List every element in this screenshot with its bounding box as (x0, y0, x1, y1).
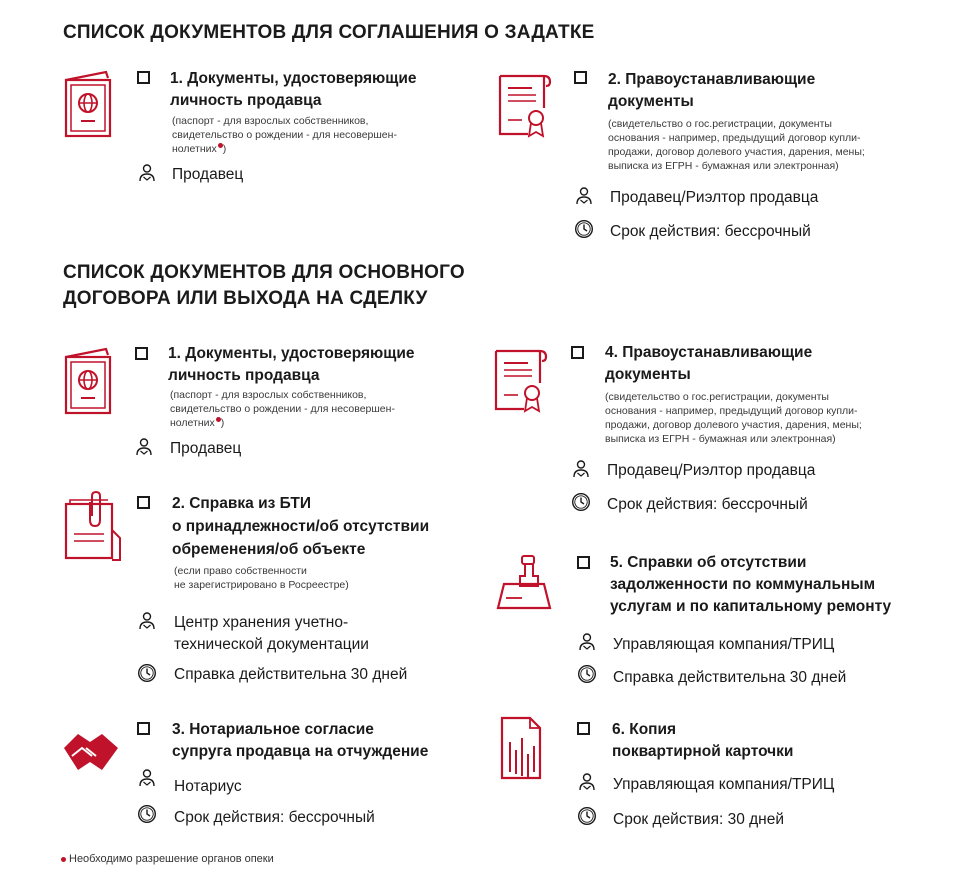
main-doc5-title-line1: 5. Справки об отсутствии (610, 554, 807, 571)
footnote-text: Необходимо разрешение органов опеки (69, 853, 274, 865)
deposit-doc1-note-close: ) (222, 143, 227, 155)
clock-icon (577, 806, 597, 826)
main-doc6-checkbox[interactable] (577, 722, 590, 735)
deposit-doc1-title-line2: личность продавца (170, 92, 322, 109)
main-doc3-who: Нотариус (174, 778, 242, 795)
document-bars-icon (494, 712, 556, 784)
main-doc4-title-line2: документы (605, 366, 691, 383)
main-doc5-who: Управляющая компания/ТРИЦ (613, 636, 835, 653)
main-doc6-validity: Срок действия: 30 дней (613, 811, 785, 828)
main-doc1-who: Продавец (170, 440, 242, 457)
deposit-doc2-validity: Срок действия: бессрочный (610, 223, 811, 240)
main-doc4-checkbox[interactable] (571, 346, 584, 359)
deposit-doc1-checkbox[interactable] (137, 71, 150, 84)
main-doc1-note-line3 (170, 416, 224, 431)
person-icon (137, 768, 157, 788)
deposit-doc2-note-line1: (свидетельство о гос.регистрации, документы (608, 118, 832, 130)
person-icon (134, 437, 154, 457)
main-doc2-title-line3: обременения/об объекте (172, 541, 366, 558)
main-doc4-note-line3: продажи, договор долевого участия, дарения, мены; (605, 419, 862, 431)
deposit-doc2-who: Продавец/Риэлтор продавца (610, 189, 819, 206)
person-icon (571, 459, 591, 479)
person-icon (577, 772, 597, 792)
person-icon (137, 611, 157, 631)
main-doc1-checkbox[interactable] (135, 347, 148, 360)
main-section-heading-line2: ДОГОВОРА ИЛИ ВЫХОДА НА СДЕЛКУ (63, 288, 428, 309)
deposit-doc1-note-line3-text: нолетних (172, 143, 217, 155)
deposit-doc1-who: Продавец (172, 166, 244, 183)
deposit-section-heading: СПИСОК ДОКУМЕНТОВ ДЛЯ СОГЛАШЕНИЯ О ЗАДАТКЕ (63, 22, 595, 43)
clock-icon (574, 219, 594, 239)
person-icon (577, 632, 597, 652)
main-doc3-title-line2: супруга продавца на отчуждение (172, 743, 429, 760)
person-icon (137, 163, 157, 183)
clock-icon (137, 663, 157, 683)
main-doc1-note-line3-text: нолетних (170, 417, 215, 429)
main-doc5-checkbox[interactable] (577, 556, 590, 569)
main-doc1-note-line1: (паспорт - для взрослых собственников, (170, 389, 367, 401)
passport-icon (62, 345, 124, 417)
deposit-doc2-title-line2: документы (608, 93, 694, 110)
deposit-doc2-note-line3: продажи, договор долевого участия, дарения, мены; (608, 146, 865, 158)
passport-icon (62, 68, 124, 140)
main-doc3-title-line1: 3. Нотариальное согласие (172, 721, 374, 738)
main-doc3-validity: Срок действия: бессрочный (174, 809, 375, 826)
main-doc2-validity: Справка действительна 30 дней (174, 666, 408, 683)
deposit-doc1-title-line1: 1. Документы, удостоверяющие (170, 70, 417, 87)
footnote-marker (61, 857, 66, 862)
main-doc2-title-line1: 2. Справка из БТИ (172, 495, 311, 512)
certificate-icon (490, 343, 552, 415)
main-doc4-note-line2: основания - например, предыдущий договор купли- (605, 405, 858, 417)
clipboard-icon (62, 490, 124, 562)
deposit-doc1-note-line3 (172, 142, 226, 157)
main-doc5-validity: Справка действительна 30 дней (613, 669, 847, 686)
main-section-heading-line1: СПИСОК ДОКУМЕНТОВ ДЛЯ ОСНОВНОГО (63, 262, 465, 283)
deposit-doc1-note-line2: свидетельство о рождении - для несовершен- (172, 129, 397, 141)
main-doc1-note-line2: свидетельство о рождении - для несовершен- (170, 403, 395, 415)
deposit-doc1-note-line1: (паспорт - для взрослых собственников, (172, 115, 369, 127)
main-doc5-title-line2: задолженности по коммунальным (610, 576, 876, 593)
main-doc4-validity: Срок действия: бессрочный (607, 496, 808, 513)
deposit-doc2-title-line1: 2. Правоустанавливающие (608, 71, 816, 88)
main-doc6-who: Управляющая компания/ТРИЦ (613, 776, 835, 793)
main-doc2-note-line2: не зарегистрировано в Росреестре) (174, 579, 349, 591)
main-doc6-title-line2: поквартирной карточки (612, 743, 794, 760)
main-doc5-title-line3: услугам и по капитальному ремонту (610, 598, 892, 615)
main-doc2-who-line1: Центр хранения учетно- (174, 614, 349, 631)
clock-icon (577, 664, 597, 684)
main-doc3-checkbox[interactable] (137, 722, 150, 735)
clock-icon (137, 804, 157, 824)
main-doc4-note-line4: выписка из ЕГРН - бумажная или электронная) (605, 433, 836, 445)
main-doc2-checkbox[interactable] (137, 496, 150, 509)
main-doc1-title-line1: 1. Документы, удостоверяющие (168, 345, 415, 362)
deposit-doc2-note-line2: основания - например, предыдущий договор купли- (608, 132, 861, 144)
main-doc6-title-line1: 6. Копия (612, 721, 677, 738)
main-doc1-note-close: ) (220, 417, 225, 429)
main-doc2-title-line2: о принадлежности/об отсутствии (172, 518, 430, 535)
deposit-doc2-note-line4: выписка из ЕГРН - бумажная или электронная) (608, 160, 839, 172)
certificate-icon (494, 68, 556, 140)
main-doc1-title-line2: личность продавца (168, 367, 320, 384)
stamp-icon (492, 548, 554, 620)
main-doc4-title-line1: 4. Правоустанавливающие (605, 344, 813, 361)
deposit-doc2-checkbox[interactable] (574, 71, 587, 84)
main-doc4-note-line1: (свидетельство о гос.регистрации, документы (605, 391, 829, 403)
main-doc2-note-line1: (если право собственности (174, 565, 307, 577)
footnote (60, 853, 274, 865)
person-icon (574, 186, 594, 206)
main-doc4-who: Продавец/Риэлтор продавца (607, 462, 816, 479)
clock-icon (571, 492, 591, 512)
handshake-icon (60, 712, 122, 784)
main-doc2-who-line2: технической документации (174, 636, 369, 653)
